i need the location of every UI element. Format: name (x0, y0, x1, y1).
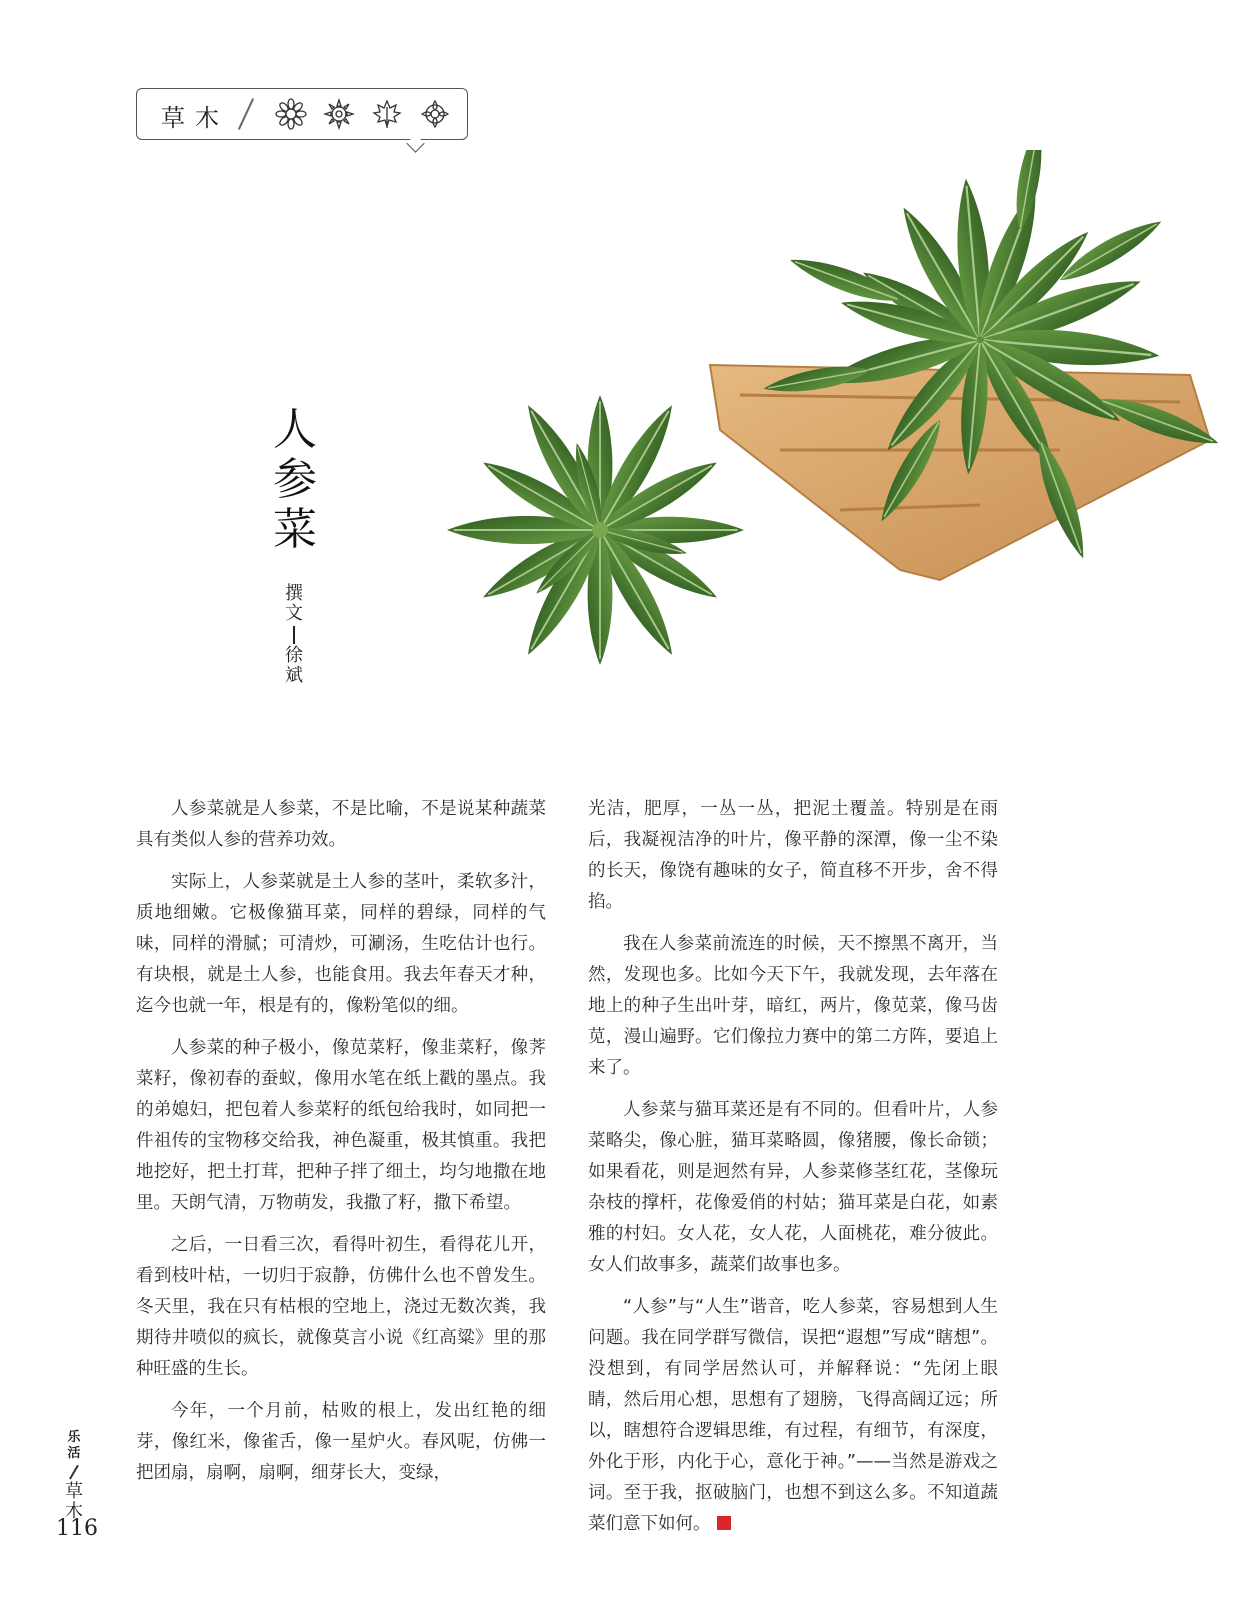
paragraph-continued: 光洁，肥厚，一丛一丛，把泥土覆盖。特别是在雨后，我凝视洁净的叶片，像平静的深潭，像一尘不染的长天，像饶有趣味的女子，简直移不开步，舍不得掐。 (588, 799, 998, 912)
tag-divider (238, 98, 254, 130)
folio-divider (69, 1465, 78, 1480)
lotus-icon (419, 98, 451, 130)
folio-char: 草 (65, 1481, 83, 1502)
author-name (284, 646, 304, 686)
paragraph: 今年，一个月前，枯败的根上，发出红艳的细芽，像红米，像雀舌，像一星炉火。春风呢，仿佛一把团扇，扇啊，扇啊，细芽长大，变绿， (136, 1401, 546, 1483)
folio-char: 木 (65, 1501, 83, 1522)
folio-char: 乐 (67, 1430, 81, 1445)
author-char: 徐 (285, 645, 303, 666)
title-char: 菜 (273, 504, 317, 555)
body-column-right (588, 794, 998, 1551)
folio-section (62, 1430, 86, 1522)
page-number: 116 (56, 1516, 98, 1541)
body-column-left (136, 794, 546, 1500)
article-title (270, 405, 320, 555)
section-tag-label: 草木 (161, 104, 229, 132)
paragraph-final-text: “人参”与“人生”谐音，吃人参菜，容易想到人生问题。我在同学群写微信，误把“遐想”写成“瞎想”。没想到，有同学居然认可，并解释说：“先闭上眼睛，然后用心想，思想有了翅膀，飞得高阔辽远；所以，瞎想符合逻辑思维，有过程，有细节，有深度，外化于形，内化于心，意化于神。”——当然是游戏之词。至于我，抠破脑门，也想不到这么多。不知道蔬菜们意下如何。 (588, 1297, 998, 1534)
paragraph: 人参菜与猫耳菜还是有不同的。但看叶片，人参菜略尖，像心脏，猫耳菜略圆，像猪腰，像长命锁；如果看花，则是迥然有异，人参菜修茎红花，茎像玩杂枝的撑杆，花像爱俏的村姑；猫耳菜是白花，如素雅的村妇。女人花，女人花，人面桃花，难分彼此。女人们故事多，蔬菜们故事也多。 (588, 1100, 998, 1275)
author-char: 撰 (285, 583, 303, 604)
sun-icon (323, 98, 355, 130)
leaves-illustration (420, 150, 1240, 690)
paragraph: 人参菜就是人参菜，不是比喻，不是说某种蔬菜具有类似人参的营养功效。 (136, 799, 546, 850)
paragraph: 实际上，人参菜就是土人参的茎叶，柔软多汁，质地细嫩。它极像猫耳菜，同样的碧绿，同样的气味，同样的滑腻；可清炒，可涮汤，生吃估计也行。有块根，就是土人参，也能食用。我去年春天才种，迄今也就一年，根是有的，像粉笔似的细。 (136, 872, 546, 1016)
author-dash (293, 626, 295, 644)
sunflower-icon (275, 98, 307, 130)
leaf-rosette-small (447, 395, 744, 665)
title-char: 参 (273, 454, 317, 505)
author-char: 文 (285, 603, 303, 624)
section-tag (136, 88, 468, 140)
paragraph-final (588, 1292, 998, 1540)
tag-icons (275, 98, 451, 130)
paragraph: 我在人参菜前流连的时候，天不擦黑不离开，当然，发现也多。比如今天下午，我就发现，去年落在地上的种子生出叶芽，暗红，两片，像苋菜，像马齿苋，漫山遍野。它们像拉力赛中的第二方阵，要追上来了。 (588, 934, 998, 1078)
author-prefix (284, 584, 304, 624)
maple-leaf-icon (371, 98, 403, 130)
wooden-board (710, 365, 1210, 580)
end-mark-icon (717, 1516, 731, 1530)
author-char: 斌 (285, 665, 303, 686)
paragraph: 之后，一日看三次，看得叶初生，看得花儿开，看到枝叶枯，一切归于寂静，仿佛什么也不曾发生。冬天里，我在只有枯根的空地上，浇过无数次粪，我期待井喷似的疯长，就像莫言小说《红高粱》里的那种旺盛的生长。 (136, 1235, 546, 1379)
article-author (284, 584, 304, 686)
folio-brand (62, 1430, 86, 1462)
paragraph: 人参菜的种子极小，像苋菜籽，像韭菜籽，像荠菜籽，像初春的蚕蚁，像用水笔在纸上戳的墨点。我的弟媳妇，把包着人参菜籽的纸包给我时，如同把一件祖传的宝物移交给我，神色凝重，极其慎重。我把地挖好，把土打茸，把种子拌了细土，均匀地撒在地里。天朗气清，万物萌发，我撒了籽，撒下希望。 (136, 1038, 546, 1213)
title-char: 人 (273, 404, 317, 455)
folio-char: 活 (67, 1446, 81, 1461)
